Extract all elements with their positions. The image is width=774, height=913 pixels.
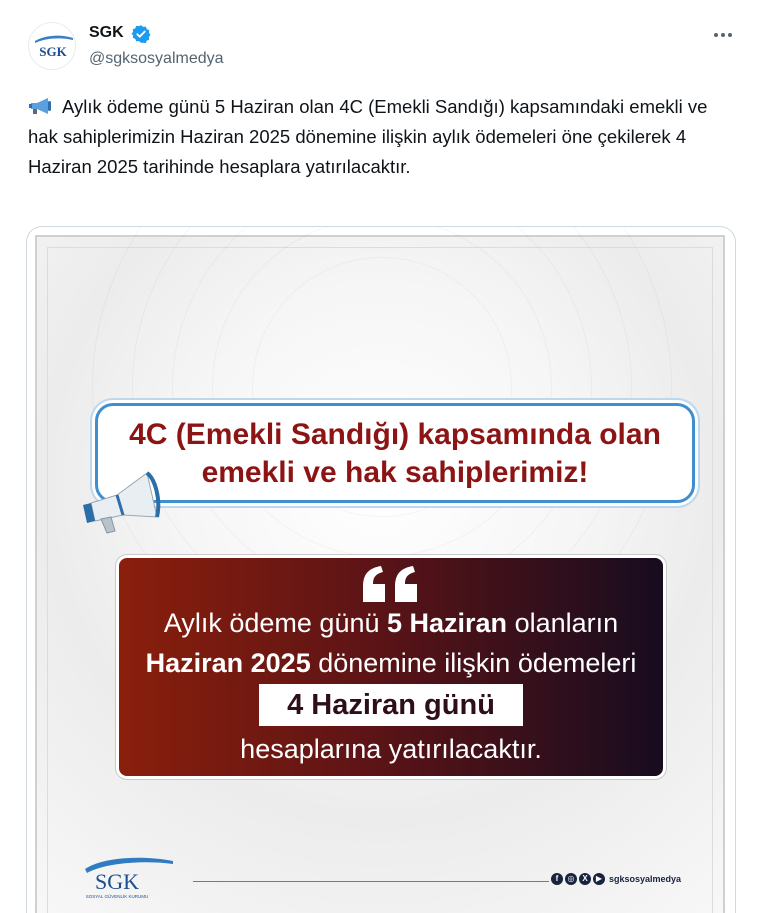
poster-social-handle: sgksosyalmedya bbox=[609, 874, 682, 884]
megaphone-icon bbox=[28, 97, 54, 115]
headline-frame bbox=[95, 403, 695, 503]
footer-divider bbox=[193, 881, 549, 882]
quote-text: dönemine ilişkin ödemeleri bbox=[310, 648, 637, 678]
more-options-icon[interactable] bbox=[710, 26, 736, 44]
facebook-icon: f bbox=[551, 873, 563, 885]
quote-line-1 bbox=[119, 606, 663, 640]
x-icon: X bbox=[579, 873, 591, 885]
quote-text: Aylık ödeme günü bbox=[163, 608, 387, 638]
tweet-media-image[interactable] bbox=[26, 226, 736, 913]
headline-line-1: 4C (Emekli Sandığı) kapsamında olan bbox=[129, 418, 661, 451]
announcement-poster bbox=[35, 235, 725, 913]
quote-period-bold: Haziran 2025 bbox=[145, 648, 311, 678]
svg-text:SGK: SGK bbox=[39, 44, 67, 59]
tweet-body: Aylık ödeme günü 5 Haziran olan 4C (Emekli Sandığı) kapsamındaki emekli ve hak sahiplerimizin Haziran 2025 dönemine ilişkin aylık ödemeleri öne çekilerek 4 Haziran 2025 tarihinde hesaplara yatırılacaktır. bbox=[28, 96, 708, 177]
sgk-logo-icon bbox=[29, 23, 76, 70]
sgk-footer-logo bbox=[81, 855, 177, 901]
quote-text: olanların bbox=[507, 608, 619, 638]
quote-panel bbox=[119, 558, 663, 776]
payment-date-highlight: 4 Haziran günü bbox=[259, 684, 523, 726]
tweet-text bbox=[28, 92, 740, 182]
quote-date-bold: 5 Haziran bbox=[387, 608, 508, 638]
verified-badge-icon bbox=[131, 24, 151, 44]
headline-line-2: emekli ve hak sahiplerimiz! bbox=[201, 456, 589, 489]
quote-mark-icon bbox=[359, 562, 423, 606]
account-handle[interactable]: @sgksosyalmedya bbox=[89, 50, 224, 67]
svg-text:SOSYAL GÜVENLİK KURUMU: SOSYAL GÜVENLİK KURUMU bbox=[85, 894, 149, 899]
quote-line-2 bbox=[119, 646, 663, 680]
youtube-icon: ▶ bbox=[593, 873, 605, 885]
avatar[interactable] bbox=[28, 22, 76, 70]
svg-text:SGK: SGK bbox=[94, 869, 140, 894]
social-icons bbox=[551, 873, 605, 885]
instagram-icon: ◎ bbox=[565, 873, 577, 885]
megaphone-icon bbox=[81, 465, 165, 537]
poster-headline bbox=[98, 416, 692, 492]
quote-line-4: hesaplarına yatırılacaktır. bbox=[240, 734, 542, 764]
display-name[interactable]: SGK bbox=[89, 24, 124, 41]
